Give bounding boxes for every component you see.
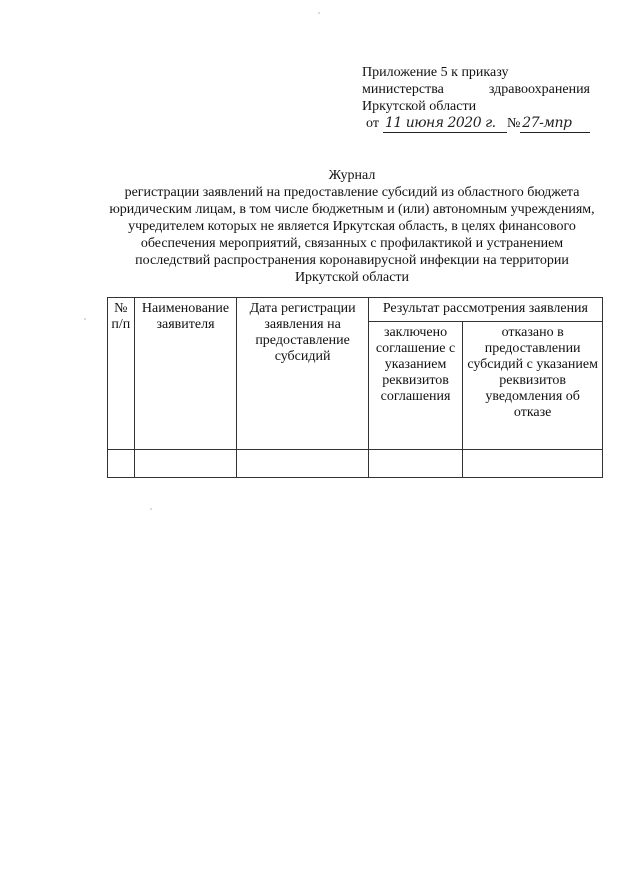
header-result-agreed: заключено соглашение с указанием реквизитов соглашения <box>368 322 462 450</box>
table-header-row <box>108 298 603 322</box>
journal-table <box>107 297 603 478</box>
table-cell <box>108 450 135 478</box>
header-registration-date: Дата регистрации заявления на предоставление субсидий <box>237 298 368 450</box>
header-result: Результат рассмотрения заявления <box>368 298 602 322</box>
table-cell <box>463 450 603 478</box>
table-cell <box>237 450 368 478</box>
appendix-line-1: Приложение 5 к приказу <box>362 65 509 80</box>
table-cell <box>368 450 462 478</box>
order-date-number-line <box>366 115 590 133</box>
table-row <box>108 450 603 478</box>
appendix-line-2 <box>362 81 590 98</box>
header-result-refused: отказано в предоставлении субсидий с указанием реквизитов уведомления об отказе <box>463 322 603 450</box>
scan-speck <box>318 12 320 14</box>
header-applicant-name: Наименование заявителя <box>134 298 237 450</box>
document-heading: Журнал <box>328 168 376 183</box>
handwritten-date: 11 июня 2020 г. <box>383 115 507 133</box>
number-label: № <box>506 116 521 131</box>
document-title-block <box>100 167 604 286</box>
appendix-line-3: Иркутской области <box>362 99 477 114</box>
scan-speck <box>150 508 152 510</box>
header-num: № п/п <box>108 298 135 450</box>
appendix-healthcare: здравоохранения <box>488 82 590 97</box>
appendix-block <box>362 64 590 133</box>
from-label: от <box>366 116 379 131</box>
document-subtitle: регистрации заявлений на предоставление субсидий из областного бюджета юридическим лицам, в том числе бюджетным и (или) автономным учреждениям, учредителем которых не является Иркутская область, в целях финансового обеспечения мероприятий, связанных с профилактикой и устранением последствий распространения коронавирусной инфекции на территории Иркутской области <box>109 185 595 285</box>
scan-speck <box>84 318 86 320</box>
handwritten-number: 27-мпр <box>520 115 590 133</box>
appendix-ministry: министерства <box>362 82 444 97</box>
table-cell <box>134 450 237 478</box>
